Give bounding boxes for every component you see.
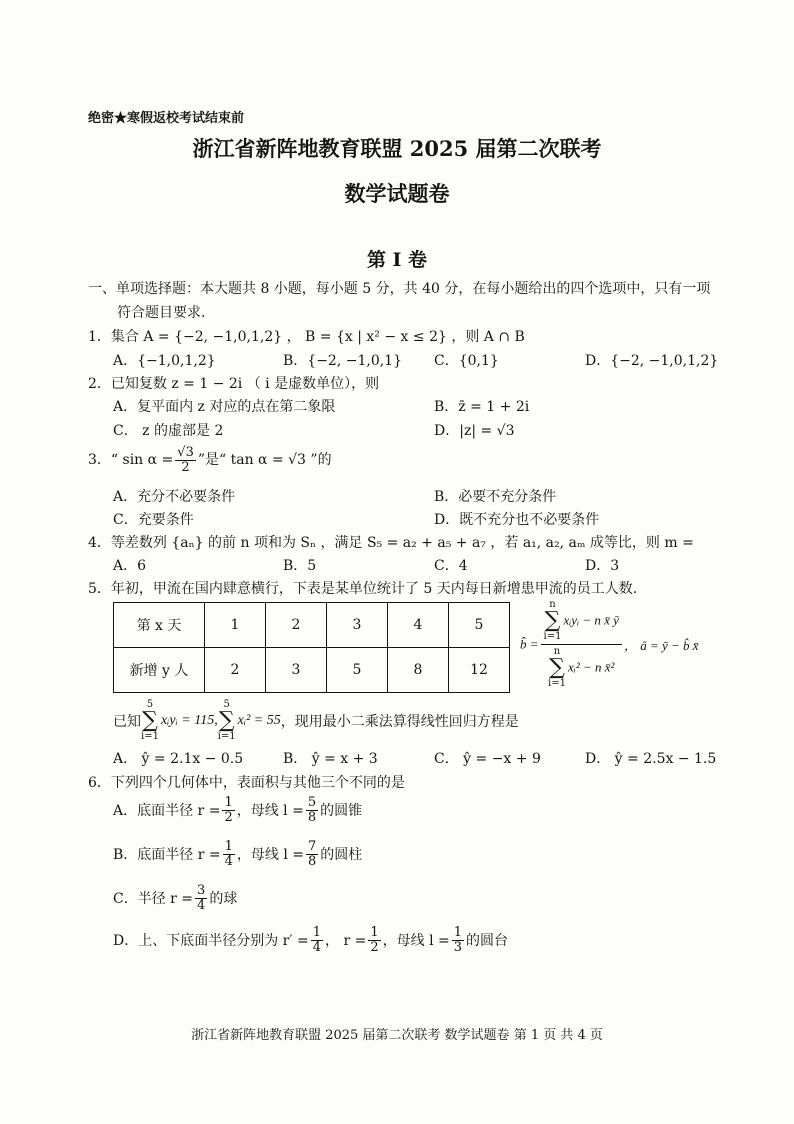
sum-lower: i=1: [141, 731, 159, 742]
confidential-label: 绝密★寒假返校考试结束前: [88, 111, 245, 126]
question-3-option-d: D．既不充分也不必要条件: [434, 512, 600, 528]
table-cell: 2: [266, 603, 327, 648]
data-table: [113, 602, 510, 693]
fraction-numerator: 1: [224, 839, 233, 854]
formula-numerator: xᵢyᵢ − n x̄ ȳ: [563, 612, 619, 628]
question-5-option-c: C． ŷ = −x + 9: [434, 751, 541, 767]
question-6-option-a: [113, 796, 362, 824]
sum-symbol: [141, 700, 159, 742]
sum-symbol: [548, 647, 566, 689]
sum-lower: i=1: [217, 731, 236, 742]
question-2-option-a: A．复平面内 z 对应的点在第二象限: [113, 399, 336, 415]
table-header-cell: 第 x 天: [114, 603, 205, 648]
question-2-stem: 2．已知复数 z = 1 − 2i （ i 是虚数单位），则: [88, 376, 380, 392]
option-text: 的球: [209, 891, 238, 908]
sum-upper: n: [549, 599, 556, 610]
sigma-icon: ∑: [544, 608, 561, 633]
question-4-option-b: B．5: [283, 558, 317, 574]
question-6-option-c: [113, 884, 237, 912]
fraction-numerator: 7: [308, 839, 317, 854]
fraction: [306, 796, 318, 824]
fraction-denominator: 2: [370, 939, 379, 955]
question-2-option-b: B．z̄ = 1 + 2i: [434, 399, 530, 415]
formula-denominator: xᵢ² − n x̄²: [568, 659, 615, 675]
fraction-denominator: 4: [312, 939, 322, 955]
fraction: [311, 926, 323, 954]
table-cell: 3: [327, 603, 388, 648]
option-text: A．底面半径 r =: [113, 803, 221, 820]
exam-title: 浙江省新阵地教育联盟 2025 届第二次联考: [192, 136, 602, 161]
question-5-option-d: D． ŷ = 2.5x − 1.5: [585, 751, 717, 767]
fraction-numerator: 1: [370, 925, 379, 940]
question-6-option-d: [113, 926, 508, 954]
regression-formula: [520, 600, 699, 689]
table-cell: 5: [449, 603, 510, 648]
fraction-numerator: 1: [224, 795, 233, 810]
sigma-icon: ∑: [218, 708, 235, 733]
fraction: [368, 926, 380, 954]
option-text: ，母线 l =: [382, 933, 450, 950]
sum-lower: i=1: [543, 631, 562, 642]
option-text: B．底面半径 r =: [113, 847, 221, 864]
question-3-suffix: ”是“ tan α = √3 ”的: [197, 452, 332, 469]
question-4-option-c: C．4: [434, 558, 468, 574]
section-instruction-line2: 符合题目要求.: [117, 305, 206, 321]
sum-upper: 5: [146, 699, 154, 710]
sum-upper: 5: [223, 699, 230, 710]
fraction-denominator: 8: [307, 809, 317, 825]
option-text: ，母线 l =: [236, 803, 304, 820]
question-3-option-a: A．充分不必要条件: [113, 489, 236, 505]
question-4-option-a: A．6: [113, 558, 147, 574]
sigma-icon: ∑: [549, 655, 565, 680]
page-footer: 浙江省新阵地教育联盟 2025 届第二次联考 数学试题卷 第 1 页 共 4 页: [191, 1028, 603, 1043]
question-3-prefix: 3．“ sin α =: [88, 452, 174, 469]
fraction-denominator: [541, 645, 622, 689]
fraction-numerator: 1: [453, 925, 463, 940]
sum-lower: i=1: [548, 678, 566, 689]
exam-subtitle: 数学试题卷: [344, 181, 450, 206]
fraction: [222, 796, 234, 824]
fraction-denominator: 3: [453, 939, 463, 955]
fraction: [541, 600, 622, 689]
fraction: [306, 840, 318, 868]
question-4-option-d: D．3: [585, 558, 620, 574]
question-1-option-b: B．{−2, −1,0,1}: [283, 353, 402, 369]
formula-b-label: b̂ =: [520, 636, 539, 652]
known-sum-xy: xᵢyᵢ = 115,: [160, 713, 218, 728]
known-prefix: 已知: [113, 714, 141, 730]
table-cell: 4: [388, 603, 449, 648]
sigma-icon: ∑: [142, 708, 158, 733]
table-cell: 1: [205, 603, 266, 648]
option-text: D．上、下底面半径分别为 r′ =: [113, 933, 309, 950]
table-cell: 3: [266, 648, 327, 693]
fraction: [452, 926, 464, 954]
fraction-numerator: 3: [197, 883, 206, 898]
question-2-option-c: C． z 的虚部是 2: [113, 423, 224, 439]
sum-symbol: [218, 700, 236, 742]
sum-symbol: [544, 600, 562, 642]
question-1-option-d: D．{−2, −1,0,1,2}: [585, 353, 719, 369]
question-3-stem: [88, 446, 332, 474]
question-1-option-a: A．{−1,0,1,2}: [113, 353, 216, 369]
question-5-stem: 5．年初，甲流在国内肆意横行，下表是某单位统计了 5 天内每日新增患甲流的员工人数.: [88, 581, 638, 597]
fraction-denominator: 4: [224, 853, 233, 869]
question-3-option-c: C．充要条件: [113, 512, 194, 528]
question-6-option-b: [113, 840, 362, 868]
fraction-numerator: 1: [312, 925, 322, 940]
table-cell: 5: [327, 648, 388, 693]
fraction-numerator: [541, 600, 622, 645]
option-text: ，母线 l =: [236, 847, 305, 864]
question-5-option-b: B． ŷ = x + 3: [283, 751, 378, 767]
question-1-option-c: C．{0,1}: [434, 353, 499, 369]
fraction-denominator: 2: [181, 459, 190, 475]
option-text: ， r =: [325, 933, 367, 950]
formula-a: ， â = ȳ − b̂ x̄: [623, 638, 699, 653]
question-5-option-a: A． ŷ = 2.1x − 0.5: [113, 751, 244, 767]
table-cell: 8: [388, 648, 449, 693]
table-cell: 2: [205, 648, 266, 693]
question-4-stem: 4．等差数列 {aₙ} 的前 n 项和为 Sₙ ，满足 S₅ = a₂ + a₅ + a₇ ，若 a₁, a₂, aₘ 成等比，则 m =: [88, 535, 694, 551]
fraction-numerator: √3: [177, 445, 194, 460]
table-cell: 12: [449, 648, 510, 693]
fraction-denominator: 2: [224, 809, 233, 825]
sum-upper: n: [553, 646, 561, 657]
question-5-known: [113, 700, 519, 742]
question-6-stem: 6．下列四个几何体中，表面积与其他三个不同的是: [88, 775, 405, 791]
known-suffix: ，现用最小二乘法算得线性回归方程是: [280, 714, 519, 730]
table-row: [114, 603, 510, 648]
question-3-option-b: B．必要不充分条件: [434, 489, 557, 505]
option-text: 的圆锥: [320, 803, 363, 820]
option-text: 的圆柱: [320, 847, 363, 864]
known-sum-x2: xᵢ² = 55: [237, 713, 281, 728]
section-instruction-line1: 一、单项选择题：本大题共 8 小题，每小题 5 分，共 40 分，在每小题给出的四个选项中，只有一项: [88, 281, 711, 297]
option-text: C．半径 r =: [113, 891, 194, 908]
table-row: [114, 648, 510, 693]
fraction-numerator: 5: [307, 795, 317, 810]
table-header-cell: 新增 y 人: [114, 648, 205, 693]
fraction: [175, 446, 196, 474]
option-text: 的圆台: [466, 933, 509, 950]
question-1-stem: 1．集合 A = {−2, −1,0,1,2} ， B = {x | x² − x ≤ 2} ，则 A ∩ B: [88, 329, 525, 345]
volume-heading: 第 I 卷: [366, 249, 428, 271]
fraction-denominator: 4: [197, 897, 206, 913]
fraction-denominator: 8: [308, 853, 317, 869]
fraction: [195, 884, 207, 912]
question-2-option-d: D．|z| = √3: [434, 423, 515, 439]
fraction: [223, 840, 235, 868]
